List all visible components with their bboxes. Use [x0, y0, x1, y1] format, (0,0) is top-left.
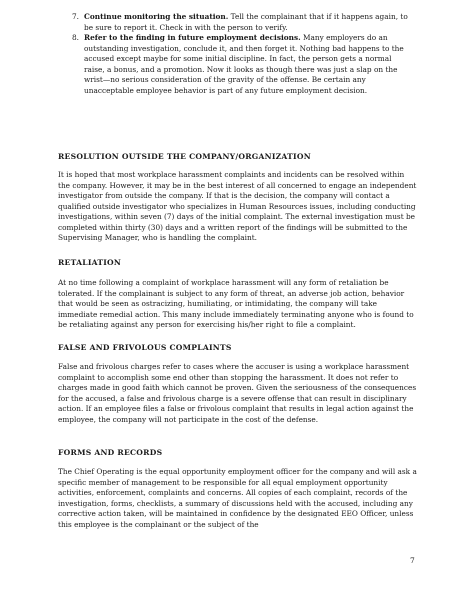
section-body-retaliation: At no time following a complaint of workplace harassment will any form of retaliation be tolerated. If the complainant is subject to any form of threat, an adverse job action, behavior that would be seen as ostracizing, humiliating, or intimidating, the company will take immediate remedial action. This many include immediately terminating anyone who is found to be retaliating against any person for exercising his/her right to file a complaint.	[58, 278, 414, 329]
section-heading-resolution: RESOLUTION OUTSIDE THE COMPANY/ORGANIZATION	[58, 152, 311, 161]
list-item	[72, 33, 412, 96]
section-body-false-complaints: False and frivolous charges refer to cases where the accuser is using a workplace harassment complaint to accomplish some end other than stopping the harassment. It does not refer to charges made in good faith which cannot be proven. Given the seriousness of the consequences for the accused, a false and frivolous charge is a severe offense that can result in disciplinary action. If an employee files a false or frivolous complaint that results in legal action against the employee, the company will not participate in the cost of the defense.	[58, 362, 417, 424]
list-item-text: Many employers do an outstanding investigation, conclude it, and then forget it. Nothing bad happens to the accused except maybe for some initial discipline. In fact, the person gets a normal raise, a bonus, and a promotion. Now it looks as though there was just a slap on the wrist—no serious consideration of the gravity of the offense. Be certain any unacceptable employee behavior is part of any future employment decision.	[84, 33, 404, 95]
list-item-number: 7.	[72, 12, 80, 21]
section-body-forms-records: The Chief Operating is the equal opportunity employment officer for the company and will ask a specific member of management to be responsible for all equal employment opportunity activities, enforcement, complaints and concerns. All copies of each complaint, records of the investigation, forms, checklists, a summary of discussions held with the accused, including any corrective action taken, will be maintained in confidence by the designated EEO Officer, unless this employee is the complainant or the subject of the	[58, 467, 417, 529]
list-item-lead: Refer to the finding in future employment decisions.	[84, 33, 301, 42]
list-item	[72, 12, 412, 33]
section-heading-false-complaints: FALSE AND FRIVOLOUS COMPLAINTS	[58, 343, 232, 352]
section-heading-forms-records: FORMS AND RECORDS	[58, 448, 163, 457]
numbered-list	[72, 12, 412, 96]
page-number: 7	[410, 556, 415, 565]
list-item-text: Tell the complainant that if it happens again, to be sure to report it. Check in with the person to verify.	[84, 12, 408, 32]
list-item-lead: Continue monitoring the situation.	[84, 12, 229, 21]
section-heading-retaliation: RETALIATION	[58, 258, 122, 267]
section-body-resolution: It is hoped that most workplace harassment complaints and incidents can be resolved within the company. However, it may be in the best interest of all concerned to engage an independent investigator from outside the company. If that is the decision, the company will contact a qualified outside investigator who specializes in Human Resources issues, including conducting investigations, within seven (7) days of the initial complaint. The external investigation must be completed within thirty (30) days and a written report of the findings will be submitted to the Supervising Manager, who is handling the complaint.	[58, 170, 417, 242]
list-item-number: 8.	[72, 33, 80, 42]
